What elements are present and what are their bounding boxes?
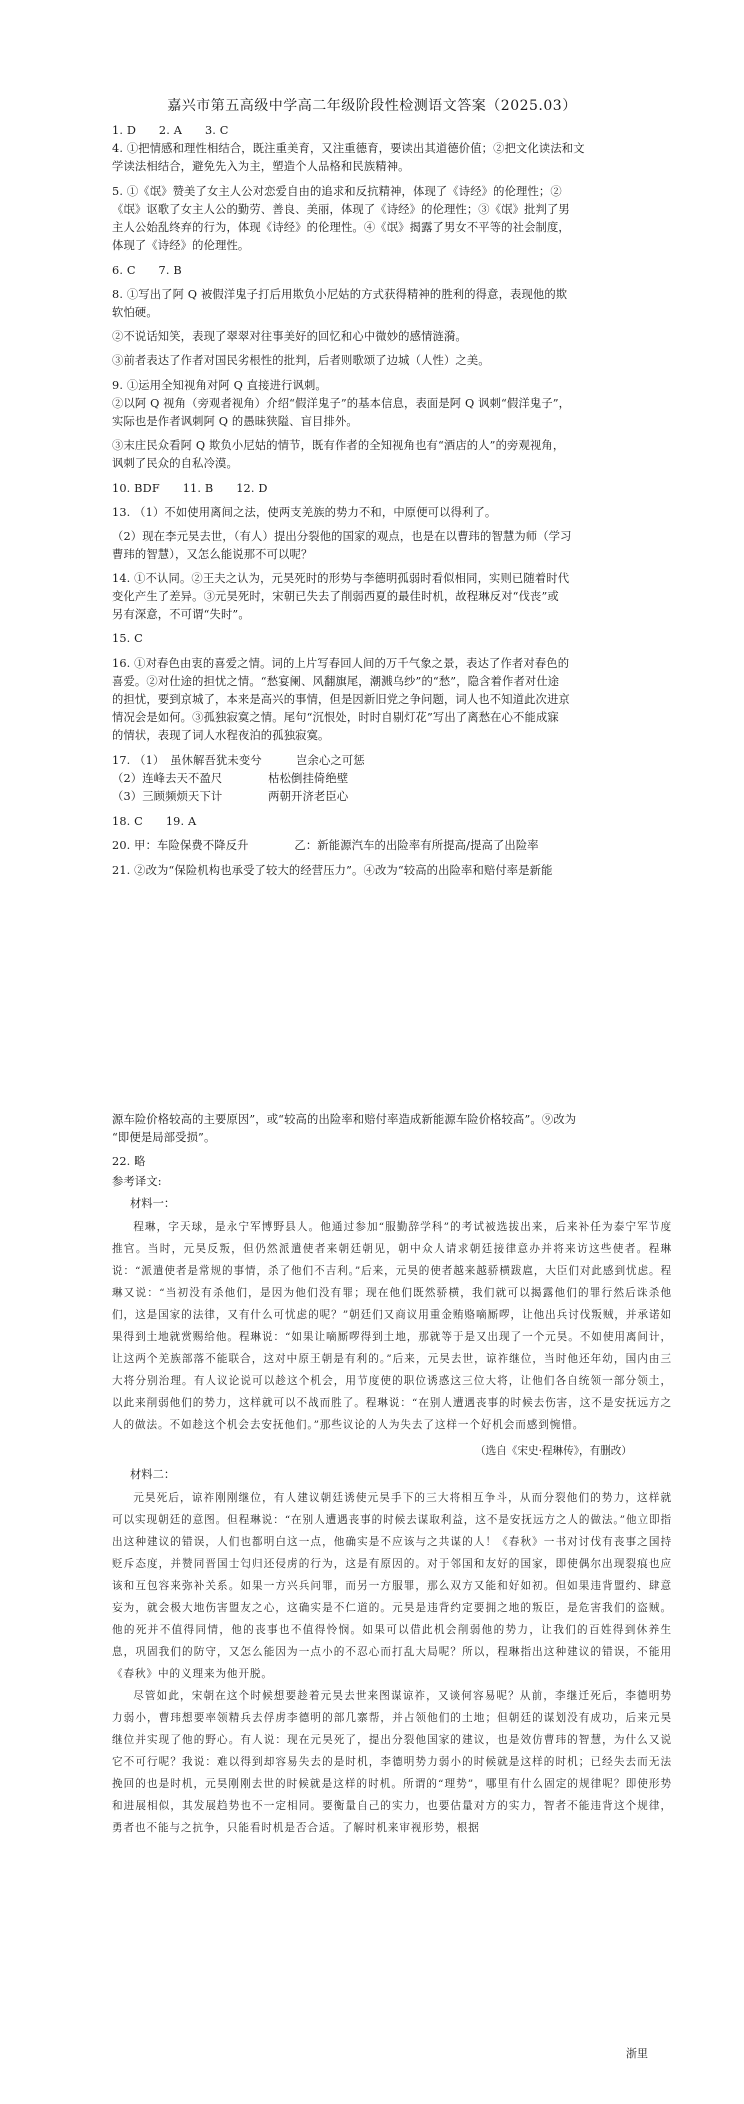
answer-line: 4. ①把情感和理性相结合，既注重美育，又注重德育，要读出其道德价值；②把文化读法和文 xyxy=(112,142,585,155)
answer-line: 18. C 19. A xyxy=(112,815,197,828)
answer-line: 22. 略 xyxy=(112,1155,146,1168)
answer-line: 16. ①对春色由衷的喜爱之情。词的上片写春回人间的万千气象之景，表达了作者对春色的 xyxy=(112,657,570,670)
material-two-translation xyxy=(112,1487,672,1839)
answer-line: 13. （1）不如使用离间之法，使两支羌族的势力不和，中原便可以得利了。 xyxy=(112,506,497,519)
material-one-heading: 材料一： xyxy=(130,1197,176,1210)
translation-paragraph: 程琳，字天球，是永宁军博野县人。他通过参加“服勤辞学科”的考试被选拔出来，后来补任为泰宁军节度推官。当时，元昊反叛，但仍然派遣使者来朝廷朝见，朝中众人请求朝廷接律意办并将来访这些使者。程琳说：“派遣使者是常规的事情，杀了他们不吉利。”后来，元昊的使者越来越骄横跋扈，大臣们对此感到忧虑。程琳又说：“当初没有杀他们，是因为他们没有罪；现在他们既然骄横，我们就可以揭露他们的罪行然后诛杀他们，这是国家的法律，又有什么可忧虑的呢？”朝廷们又商议用重金贿赂嘀厮啰，让他出兵讨伐叛贼，并承诺如果得到土地就赏赐给他。程琳说：“如果让嘀厮啰得到土地，那就等于是又出现了一个元昊。不如使用离间计，让这两个羌族部落不能联合，这对中原王朝是有利的。”后来，元昊去世，谅祚继位，当时他还年幼，国内由三大将分别治理。有人议论说可以趁这个机会，用节度使的职位诱惑这三位大将，让他们各自统领一部分领土，以此来削弱他们的势力，这样就可以不战而胜了。程琳说：“在别人遭遇丧事的时候去伤害，这不是安抚远方之人的做法。不如趁这个机会去安抚他们。”那些议论的人为失去了这样一个好机会而感到惋惜。 xyxy=(112,1221,672,1431)
answer-line: 实际也是作者讽刺阿 Q 的愚昧狭隘、盲目排外。 xyxy=(112,415,358,428)
translation-paragraph: 元昊死后，谅祚刚刚继位，有人建议朝廷诱使元昊手下的三大将相互争斗，从而分裂他们的势力，这样就可以实现朝廷的意图。但程琳说：“在别人遭遇丧事的时候去谋取利益，这不是安抚远方之人的做法。”他立即指出这种建议的错误，人们也都明白这一点，他确实是不应该与之共谋的人！《春秋》一书对讨伐有丧事之国持贬斥态度，并赞同晋国士匄归还侵虏的行为，这是有原因的。对于邻国和友好的国家，即使偶尔出现裂痕也应该和互包容来弥补关系。如果一方兴兵问罪，而另一方服罪，那么双方又能和好如初。但如果违背盟约、肆意妄为，就会极大地伤害盟友之心，这确实是不仁道的。元昊是违背约定要拥之地的叛臣，是危害我们的盗贼。他的死并不值得同情，他的丧事也不值得怜悯。如果可以借此机会削弱他的势力，让我们的百姓得到休养生息，巩固我们的防守，又怎么能因为一点小的不忍心而打乱大局呢？所以，程琳指出这种建议的错误，不能用《春秋》中的义理来为他开脱。 xyxy=(112,1492,672,1680)
answer-line: 的情状，表现了词人水程夜泊的孤独寂寞。 xyxy=(112,729,330,742)
answer-line: 21. ②改为“保险机构也承受了较大的经营压力”。④改为“较高的出险率和赔付率是新能 xyxy=(112,864,553,877)
answer-line: ②以阿 Q 视角（旁观者视角）介绍“假洋鬼子”的基本信息，表面是阿 Q 讽刺“假洋鬼子”， xyxy=(112,397,571,410)
answer-line: 5. ①《氓》赞美了女主人公对恋爱自由的追求和反抗精神，体现了《诗经》的伦理性；② xyxy=(112,185,562,198)
answer-line: 另有深意，不可谓“失时”。 xyxy=(112,608,250,621)
answer-line: 讽刺了民众的自私冷漠。 xyxy=(112,457,238,470)
translation-heading: 参考译文: xyxy=(112,1175,162,1188)
answer-line: 主人公始乱终弃的行为，体现《诗经》的伦理性。④《氓》揭露了男女不平等的社会制度， xyxy=(112,221,570,234)
answer-line: ③前者表达了作者对国民劣根性的批判，后者则歌颂了边城（人性）之美。 xyxy=(112,354,490,367)
document-title: 嘉兴市第五高级中学高二年级阶段性检测语文答案（2025.03） xyxy=(167,98,577,114)
translation-paragraph: 尽管如此，宋朝在这个时候想要趁着元昊去世来图谋谅祚，又谈何容易呢？从前，李继迁死后，李德明势力弱小，曹玮想要率领精兵去俘虏李德明的部几寨帮，并占领他们的土地；但朝廷的谋划没有成功，后来元昊继位并实现了他的野心。有人说：现在元昊死了，提出分裂他国家的建议，也是效仿曹玮的智慧，为什么又说它不可行呢？我说：难以得到却容易失去的是时机，李德明势力弱小的时候就是这样的时机；已经失去而无法挽回的也是时机，元昊刚刚去世的时候就是这样的时机。所谓的“理势”，哪里有什么固定的规律呢？即使形势和进展相似，其发展趋势也不一定相同。要衡量自己的实力，也要估量对方的实力，智者不能违背这个规律，勇者也不能与之抗争，只能看时机是否合适。了解时机来审视形势，根据 xyxy=(112,1690,672,1834)
answer-line: 20. 甲：车险保费不降反升 乙：新能源汽车的出险率有所提高/提高了出险率 xyxy=(112,839,539,852)
answer-line: 源车险价格较高的主要原因”，或“较高的出险率和赔付率造成新能源车险价格较高”。⑨改为 xyxy=(112,1113,577,1126)
answer-line: 变化产生了差异。③元昊死时，宋朝已失去了削弱西夏的最佳时机，故程琳反对“伐丧”或 xyxy=(112,590,559,603)
material-one-translation xyxy=(112,1216,672,1436)
material-two-heading: 材料二： xyxy=(130,1468,176,1481)
answer-line: 的担忧，要到京城了，本来是高兴的事情，但是因新旧党之争问题，词人也不知道此次进京 xyxy=(112,693,570,706)
answer-line: 喜爱。②对仕途的担忧之情。“愁宴阑、风翻旗尾，潮溅乌纱”的“愁”，隐含着作者对仕途 xyxy=(112,675,560,688)
material-one-source: （选自《宋史·程琳传》，有删改） xyxy=(475,1445,632,1457)
answer-line: “即便是局部受损”。 xyxy=(112,1131,216,1144)
answer-line: 15. C xyxy=(112,632,143,645)
answer-line: ②不说话知笑，表现了翠翠对往事美好的回忆和心中微妙的感情涟漪。 xyxy=(112,330,467,343)
answer-line: （3）三顾频烦天下计 两朝开济老臣心 xyxy=(112,790,349,803)
answer-line: 17. （1） 虽休解吾犹未变兮 岂余心之可惩 xyxy=(112,754,365,767)
answer-line: 软怕硬。 xyxy=(112,306,158,319)
answer-line: 体现了《诗经》的伦理性。 xyxy=(112,239,250,252)
answer-line: 9. ①运用全知视角对阿 Q 直接进行讽刺。 xyxy=(112,379,327,392)
answer-line: 学读法相结合，避免先入为主，塑造个人品格和民族精神。 xyxy=(112,160,410,173)
answer-line: 8. ①写出了阿 Q 被假洋鬼子打后用欺负小尼姑的方式获得精神的胜利的得意，表现他的欺 xyxy=(112,288,568,301)
page-footer-mark: 浙里 xyxy=(626,2047,648,2060)
answer-line: （2）连峰去天不盈尺 枯松倒挂倚绝壁 xyxy=(112,772,349,785)
answer-line: 6. C 7. B xyxy=(112,264,182,277)
answer-line: （2）现在李元昊去世，（有人）提出分裂他的国家的观点，也是在以曹玮的智慧为师（学习 xyxy=(112,530,572,543)
answer-line: 1. D 2. A 3. C xyxy=(112,124,229,137)
answer-line: ③末庄民众看阿 Q 欺负小尼姑的情节，既有作者的全知视角也有“酒店的人”的旁观视角， xyxy=(112,439,565,452)
answer-line: 10. BDF 11. B 12. D xyxy=(112,482,268,495)
answer-line: 14. ①不认同。②王夫之认为，元昊死时的形势与李德明孤弱时看似相同，实则已随着时代 xyxy=(112,572,570,585)
answer-line: 曹玮的智慧），又怎么能说那不可以呢？ xyxy=(112,548,313,561)
answer-line: 情况会是如何。③孤独寂寞之情。尾句“沉恨处，时时自剔灯花”写出了离愁在心不能成寐 xyxy=(112,711,559,724)
answer-line: 《氓》讴歌了女主人公的勤劳、善良、美丽，体现了《诗经》的伦理性；③《氓》批判了男 xyxy=(112,203,570,216)
